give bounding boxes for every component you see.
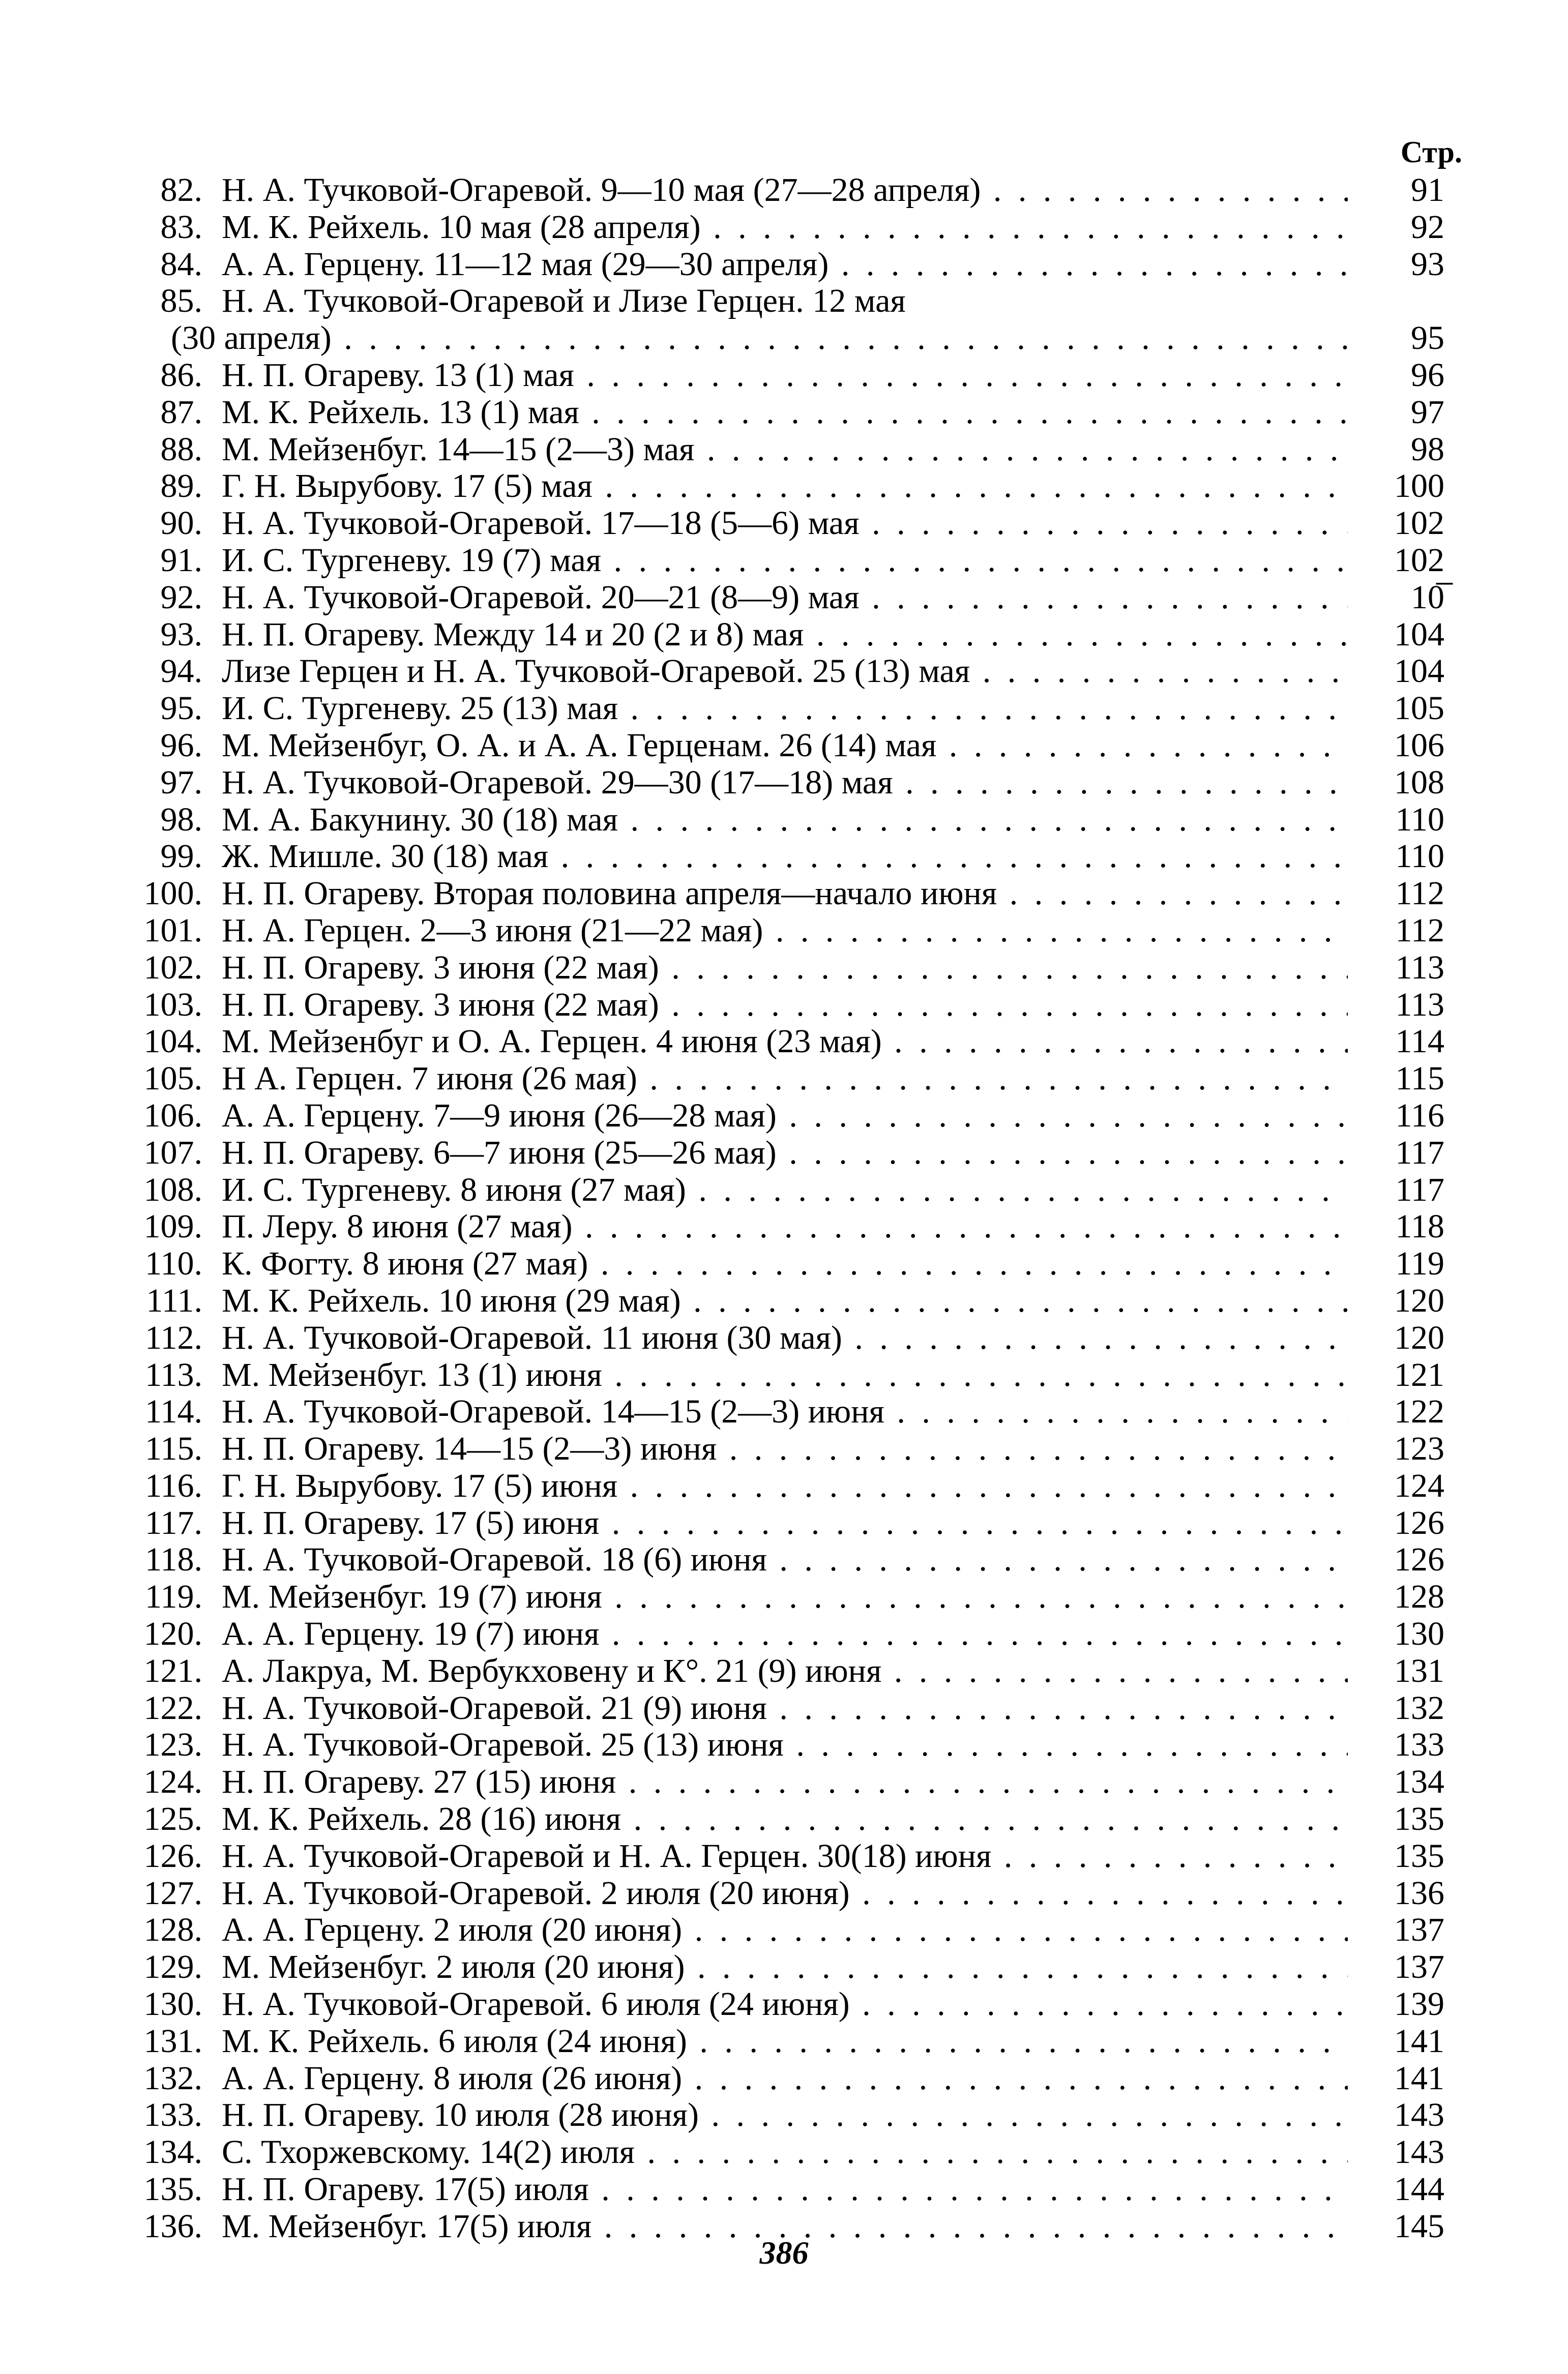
entry-title: И. С. Тургеневу. 25 (13) мая . . . — [222, 690, 1348, 727]
toc-entry — [122, 1172, 1444, 1209]
entry-title: Н. П. Огареву. 14—15 (2—3) июня . . . — [222, 1431, 1348, 1468]
entry-number: 135. — [143, 2171, 202, 2208]
entry-number: 124. — [143, 1763, 202, 1801]
entry-page-number: 126 — [1394, 1504, 1444, 1541]
entry-page-number: 113 — [1395, 948, 1444, 986]
entry-title: Н. П. Огареву. 27 (15) июня . . . — [222, 1764, 1348, 1801]
entry-number: 104. — [143, 1023, 202, 1060]
toc-entry — [122, 838, 1444, 875]
toc-entry — [122, 1764, 1444, 1801]
entry-page-number: 112 — [1395, 875, 1444, 912]
entry-number: 132. — [143, 2059, 202, 2097]
entry-title: Н. П. Огареву. 6—7 июня (25—26 мая) . . . — [222, 1135, 1348, 1172]
toc-entry — [122, 357, 1444, 394]
entry-title: Г. Н. Вырубову. 17 (5) мая . . . — [222, 468, 1348, 505]
entry-number: 116. — [144, 1467, 202, 1504]
entry-number: 87. — [160, 393, 202, 431]
entry-number: 128. — [143, 1911, 202, 1949]
entry-page-number: 120 — [1394, 1319, 1444, 1356]
toc-entry — [122, 1208, 1444, 1245]
toc-entry — [122, 2134, 1444, 2171]
entry-title: Н. А. Тучковой-Огаревой и Н. А. Герцен. 30(18) июня . . . — [222, 1838, 1348, 1875]
entry-page-number: 100 — [1394, 467, 1444, 505]
entry-number: 107. — [143, 1134, 202, 1171]
entry-number: 109. — [143, 1208, 202, 1245]
entry-title: А. А. Герцену. 2 июля (20 июня) . . . — [222, 1912, 1348, 1949]
entry-number: 86. — [160, 356, 202, 394]
entry-page-number: 136 — [1394, 1874, 1444, 1912]
entry-page-number: 119 — [1395, 1245, 1444, 1283]
entry-number: 123. — [143, 1726, 202, 1764]
entry-number: 111. — [146, 1282, 202, 1319]
toc-entry — [122, 1616, 1444, 1653]
entry-title: М. К. Рейхель. 10 июня (29 мая) . . . — [222, 1283, 1348, 1320]
entry-title: Н. А. Тучковой-Огаревой и Лизе Герцен. 12 мая — [222, 283, 906, 320]
entry-number: 103. — [143, 986, 202, 1023]
entry-title: С. Тхоржевскому. 14(2) июля . . . — [222, 2134, 1348, 2171]
entry-number: 120. — [143, 1615, 202, 1653]
entry-title: Н. А. Тучковой-Огаревой. 18 (6) июня . . . — [222, 1541, 1348, 1579]
entry-page-number: 121 — [1394, 1356, 1444, 1393]
entry-number: 115. — [144, 1430, 202, 1468]
entry-number: 129. — [143, 1948, 202, 1986]
entry-page-number: 137 — [1394, 1948, 1444, 1986]
toc-entry — [122, 246, 1444, 283]
toc-entry — [122, 1912, 1444, 1949]
entry-number: 119. — [144, 1578, 202, 1616]
entry-page-number: 106 — [1394, 726, 1444, 764]
toc-entry — [122, 505, 1444, 542]
entry-page-number: 97 — [1411, 393, 1444, 431]
toc-entry — [122, 764, 1444, 802]
entry-page-number: 144 — [1394, 2171, 1444, 2208]
entry-title: Н. П. Огареву. Между 14 и 20 (2 и 8) мая . . . — [222, 616, 1348, 654]
entry-title: Н. А. Тучковой-Огаревой. 29—30 (17—18) мая . . . — [222, 764, 1348, 802]
entry-page-number: 118 — [1395, 1208, 1444, 1245]
entry-number: 108. — [143, 1171, 202, 1208]
entry-page-number: 104 — [1394, 652, 1444, 690]
entry-title: М. К. Рейхель. 10 мая (28 апреля) . . . — [222, 209, 1348, 246]
page-number: 386 — [759, 2235, 809, 2271]
entry-title: М. Мейзенбуг. 17(5) июля . . . — [222, 2208, 1348, 2245]
entry-number: 110. — [144, 1245, 202, 1283]
entry-page-number: 96 — [1411, 356, 1444, 394]
entry-page-number: 91 — [1411, 171, 1444, 209]
entry-number: 99. — [160, 838, 202, 875]
entry-page-number: 124 — [1394, 1467, 1444, 1504]
entry-number: 105. — [143, 1060, 202, 1097]
entry-number: 88. — [160, 430, 202, 468]
entry-title: Н. П. Огареву. 3 июня (22 мая) . . . — [222, 987, 1348, 1024]
toc-entry — [122, 653, 1444, 690]
toc-entry — [122, 1023, 1444, 1060]
entry-title: Н. А. Тучковой-Огаревой. 20—21 (8—9) мая . . . — [222, 579, 1348, 616]
toc-entry — [122, 394, 1444, 431]
toc-entry — [122, 1541, 1444, 1579]
toc-entry — [122, 1060, 1444, 1097]
entry-title: Н. А. Тучковой-Огаревой. 14—15 (2—3) июня . . . — [222, 1393, 1348, 1431]
entry-page-number: 135 — [1394, 1800, 1444, 1838]
toc-entry — [122, 727, 1444, 764]
entry-title: М. К. Рейхель. 28 (16) июня . . . — [222, 1801, 1348, 1838]
entry-page-number: 143 — [1394, 2096, 1444, 2134]
toc-entry — [122, 1357, 1444, 1394]
toc-entry — [122, 1135, 1444, 1172]
entry-title: М. А. Бакунину. 30 (18) мая . . . — [222, 802, 1348, 839]
entry-number: 85. — [160, 282, 202, 320]
entry-title: Н. А. Герцен. 2—3 июня (21—22 мая) . . . — [222, 912, 1348, 949]
toc-entry — [122, 468, 1444, 505]
entry-page-number: 114 — [1395, 1023, 1444, 1060]
entry-page-number: 131 — [1394, 1652, 1444, 1689]
entry-page-number: 145 — [1394, 2207, 1444, 2245]
toc-entry — [122, 987, 1444, 1024]
entry-number: 98. — [160, 800, 202, 838]
entry-page-number: 92 — [1411, 208, 1444, 246]
entry-page-number: 137 — [1394, 1911, 1444, 1949]
entry-title: Ж. Мишле. 30 (18) мая . . . — [222, 838, 1348, 875]
entry-number: 136. — [143, 2207, 202, 2245]
entry-number: 84. — [160, 245, 202, 283]
toc-entry — [122, 1579, 1444, 1616]
entry-page-number: 104 — [1394, 615, 1444, 653]
entry-title: М. Мейзенбуг и О. А. Герцен. 4 июня (23 мая) . . . — [222, 1023, 1348, 1060]
entry-number: 131. — [143, 2022, 202, 2060]
entry-title: Н. П. Огареву. 17 (5) июня . . . — [222, 1505, 1348, 1542]
toc-entry — [122, 1505, 1444, 1542]
toc-entry — [122, 209, 1444, 246]
entry-page-number: 135 — [1394, 1837, 1444, 1875]
entry-number: 96. — [160, 726, 202, 764]
entry-page-number: 126 — [1394, 1541, 1444, 1579]
page-column-header: Стр. — [1400, 135, 1462, 169]
entry-page-number: 112 — [1395, 911, 1444, 949]
entry-title: Н. П. Огареву. 10 июля (28 июня) . . . — [222, 2097, 1348, 2134]
entry-page-number: 116 — [1395, 1096, 1444, 1134]
entry-page-number: 10̅ — [1411, 578, 1444, 616]
toc-entry — [122, 1690, 1444, 1727]
toc-entry — [122, 2060, 1444, 2097]
entry-page-number: 120 — [1394, 1282, 1444, 1319]
toc-entry — [122, 1727, 1444, 1764]
entry-number: 121. — [143, 1652, 202, 1689]
toc-entry — [122, 616, 1444, 654]
entry-title: М. Мейзенбуг. 13 (1) июня . . . — [222, 1357, 1348, 1394]
entry-title: Г. Н. Вырубову. 17 (5) июня . . . — [222, 1468, 1348, 1505]
entry-page-number: 98 — [1411, 430, 1444, 468]
entry-title: Лизе Герцен и Н. А. Тучковой-Огаревой. 25 (13) мая . . . — [222, 653, 1348, 690]
entry-number: 100. — [143, 875, 202, 912]
entry-number: 101. — [143, 911, 202, 949]
entry-number: 117. — [144, 1504, 202, 1541]
entry-number: 102. — [143, 948, 202, 986]
entry-page-number: 102 — [1394, 541, 1444, 579]
entry-title: А. А. Герцену. 19 (7) июня . . . — [222, 1616, 1348, 1653]
entry-title: И. С. Тургеневу. 8 июня (27 мая) . . . — [222, 1172, 1348, 1209]
toc-entry — [122, 172, 1444, 209]
toc-entry — [122, 875, 1444, 912]
toc-entry — [122, 1097, 1444, 1135]
entry-number: 130. — [143, 1985, 202, 2023]
toc-entry — [122, 1838, 1444, 1875]
toc-entry — [122, 1320, 1444, 1357]
entry-page-number: 143 — [1394, 2133, 1444, 2171]
entry-title: Н. П. Огареву. 3 июня (22 мая) . . . — [222, 949, 1348, 987]
entry-title: П. Леру. 8 июня (27 мая) . . . — [222, 1208, 1348, 1245]
entry-number: 82. — [160, 171, 202, 209]
toc-entry — [122, 1949, 1444, 1986]
entry-page-number: 102 — [1394, 505, 1444, 542]
toc-entry — [122, 1801, 1444, 1838]
entry-title: М. Мейзенбуг, О. А. и А. А. Герценам. 26 (14) мая . . . — [222, 727, 1348, 764]
entry-page-number: 105 — [1394, 690, 1444, 727]
toc-entry-continuation — [122, 320, 1444, 357]
entry-number: 94. — [160, 652, 202, 690]
entry-number: 95. — [160, 690, 202, 727]
entry-number: 93. — [160, 615, 202, 653]
entry-title: А. Лакруа, М. Вербукховену и К°. 21 (9) июня . . . — [222, 1653, 1348, 1690]
entry-page-number: 95 — [1411, 319, 1444, 357]
toc-entry — [122, 690, 1444, 727]
entry-title: И. С. Тургеневу. 19 (7) мая . . . — [222, 542, 1348, 579]
entry-number: 90. — [160, 505, 202, 542]
entry-title: Н. А. Тучковой-Огаревой. 6 июля (24 июня) . . . — [222, 1986, 1348, 2023]
entry-page-number: 141 — [1394, 2022, 1444, 2060]
entry-number: 92. — [160, 578, 202, 616]
entry-number: 97. — [160, 763, 202, 801]
table-of-contents — [122, 172, 1444, 2245]
entry-page-number: 108 — [1394, 763, 1444, 801]
entry-number: 118. — [144, 1541, 202, 1579]
entry-title: Н. А. Тучковой-Огаревой. 2 июля (20 июня) . . . — [222, 1875, 1348, 1912]
entry-page-number: 93 — [1411, 245, 1444, 283]
toc-entry — [122, 431, 1444, 468]
entry-page-number: 110 — [1395, 800, 1444, 838]
entry-title: А. А. Герцену. 11—12 мая (29—30 апреля) . . . — [222, 246, 1348, 283]
toc-entry — [122, 1283, 1444, 1320]
entry-number: 89. — [160, 467, 202, 505]
entry-title: М. К. Рейхель. 6 июля (24 июня) . . . — [222, 2023, 1348, 2060]
toc-entry — [122, 1986, 1444, 2023]
entry-number: 113. — [144, 1356, 202, 1393]
entry-page-number: 117 — [1395, 1134, 1444, 1171]
entry-title: М. Мейзенбуг. 19 (7) июня . . . — [222, 1579, 1348, 1616]
entry-page-number: 139 — [1394, 1985, 1444, 2023]
entry-title: М. Мейзенбуг. 2 июля (20 июня) . . . — [222, 1949, 1348, 1986]
entry-title-continuation: (30 апреля) . . . — [171, 320, 1348, 357]
toc-entry — [122, 542, 1444, 579]
entry-page-number: 130 — [1394, 1615, 1444, 1653]
entry-page-number: 141 — [1394, 2059, 1444, 2097]
entry-number: 127. — [143, 1874, 202, 1912]
entry-title: Н. П. Огареву. 17(5) июля . . . — [222, 2171, 1348, 2208]
entry-page-number: 123 — [1394, 1430, 1444, 1468]
entry-title: М. К. Рейхель. 13 (1) мая . . . — [222, 394, 1348, 431]
toc-entry — [122, 912, 1444, 949]
entry-number: 134. — [143, 2133, 202, 2171]
entry-number: 83. — [160, 208, 202, 246]
toc-entry — [122, 949, 1444, 987]
toc-entry — [122, 2171, 1444, 2208]
toc-entry — [122, 2097, 1444, 2134]
entry-page-number: 132 — [1394, 1689, 1444, 1727]
entry-page-number: 122 — [1394, 1393, 1444, 1431]
entry-title: Н. А. Тучковой-Огаревой. 25 (13) июня . . . — [222, 1727, 1348, 1764]
entry-title: Н. А. Тучковой-Огаревой. 11 июня (30 мая) . . . — [222, 1320, 1348, 1357]
entry-title: Н А. Герцен. 7 июня (26 мая) . . . — [222, 1060, 1348, 1097]
toc-entry — [122, 1431, 1444, 1468]
entry-title: А. А. Герцену. 8 июля (26 июня) . . . — [222, 2060, 1348, 2097]
entry-number: 114. — [144, 1393, 202, 1431]
toc-entry — [122, 1245, 1444, 1283]
toc-entry — [122, 1875, 1444, 1912]
toc-entry — [122, 1653, 1444, 1690]
entry-number: 126. — [143, 1837, 202, 1875]
entry-title: Н. А. Тучковой-Огаревой. 17—18 (5—6) мая . . . — [222, 505, 1348, 542]
entry-page-number: 134 — [1394, 1763, 1444, 1801]
entry-title: Н. А. Тучковой-Огаревой. 9—10 мая (27—28 апреля) . . . — [222, 172, 1348, 209]
entry-number: 133. — [143, 2096, 202, 2134]
entry-title: Н. А. Тучковой-Огаревой. 21 (9) июня . . . — [222, 1690, 1348, 1727]
entry-title: Н. П. Огареву. 13 (1) мая . . . — [222, 357, 1348, 394]
entry-page-number: 128 — [1394, 1578, 1444, 1616]
entry-number: 125. — [143, 1800, 202, 1838]
entry-number: 106. — [143, 1096, 202, 1134]
entry-number: 122. — [143, 1689, 202, 1727]
entry-title: А. А. Герцену. 7—9 июня (26—28 мая) . . . — [222, 1097, 1348, 1135]
toc-entry — [122, 1393, 1444, 1431]
entry-title: Н. П. Огареву. Вторая половина апреля—начало июня . . . — [222, 875, 1348, 912]
toc-entry — [122, 2023, 1444, 2060]
toc-entry — [122, 802, 1444, 839]
toc-entry — [122, 1468, 1444, 1505]
entry-page-number: 113 — [1395, 986, 1444, 1023]
entry-number: 91. — [160, 541, 202, 579]
toc-entry — [122, 283, 1444, 320]
toc-entry — [122, 579, 1444, 616]
entry-page-number: 115 — [1395, 1060, 1444, 1097]
entry-title: К. Фогту. 8 июня (27 мая) . . . — [222, 1245, 1348, 1283]
entry-number: 112. — [144, 1319, 202, 1356]
entry-page-number: 133 — [1394, 1726, 1444, 1764]
entry-page-number: 110 — [1395, 838, 1444, 875]
entry-page-number: 117 — [1395, 1171, 1444, 1208]
entry-title: М. Мейзенбуг. 14—15 (2—3) мая . . . — [222, 431, 1348, 468]
